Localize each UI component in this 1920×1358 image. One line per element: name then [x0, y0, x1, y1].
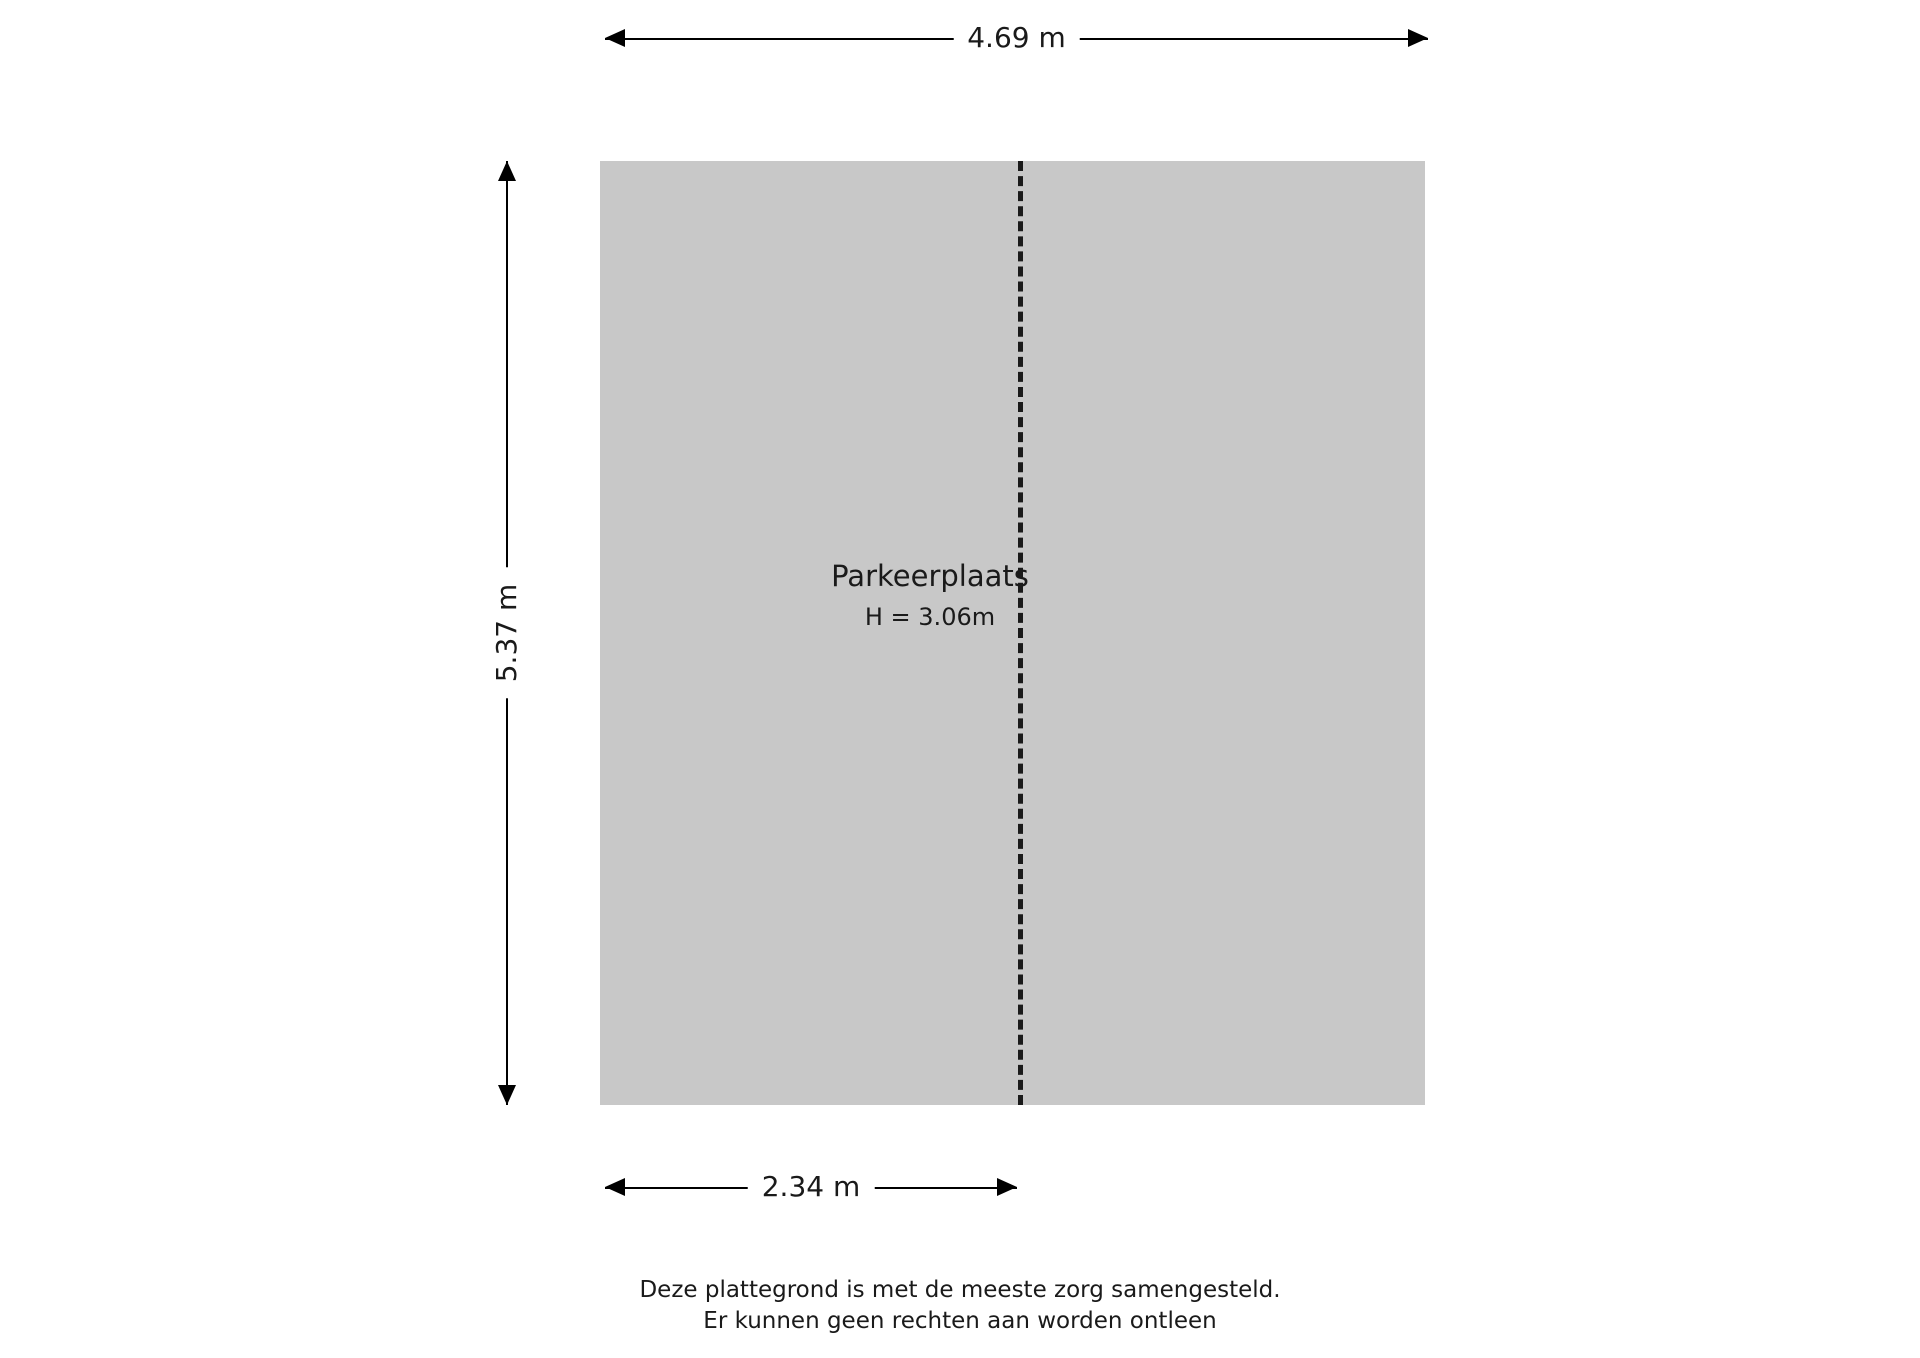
- dimension-top-label: 4.69 m: [953, 24, 1080, 52]
- arrow-right-icon: [997, 1178, 1017, 1196]
- arrow-left-icon: [605, 1178, 625, 1196]
- disclaimer: [0, 1275, 1920, 1337]
- dimension-left: [490, 161, 523, 1105]
- disclaimer-line-2: Er kunnen geen rechten aan worden ontleen: [703, 1308, 1217, 1335]
- room-divider-dashed-line: [1018, 161, 1023, 1105]
- dimension-bottom: [605, 1170, 1017, 1203]
- arrow-up-icon: [498, 161, 516, 181]
- dimension-bottom-label: 2.34 m: [748, 1173, 875, 1201]
- room-label-group: [760, 558, 1100, 632]
- arrow-right-icon: [1408, 29, 1428, 47]
- dimension-top: [605, 21, 1428, 54]
- disclaimer-line-1: Deze plattegrond is met de meeste zorg samengesteld.: [639, 1277, 1281, 1303]
- room-height-label: H = 3.06m: [864, 603, 996, 632]
- room-parkeerplaats-shape: [600, 161, 1425, 1105]
- arrow-down-icon: [498, 1085, 516, 1105]
- arrow-left-icon: [605, 29, 625, 47]
- room-name-label: Parkeerplaats: [831, 559, 1029, 593]
- dimension-left-label: 5.37 m: [493, 568, 521, 699]
